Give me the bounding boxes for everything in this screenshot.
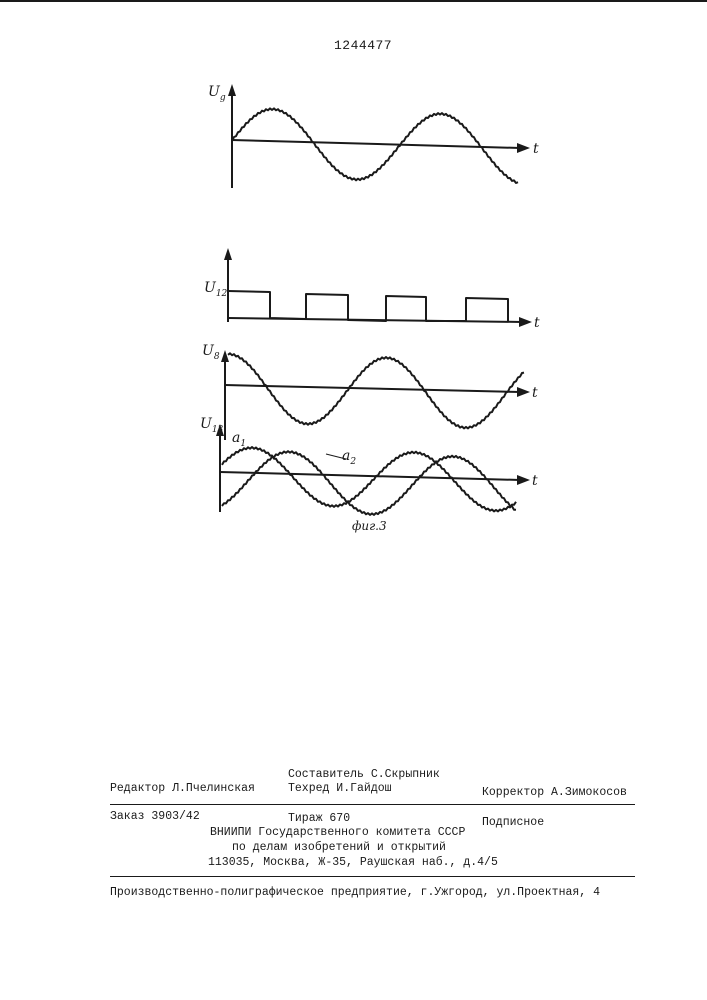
u12-x-arrow <box>519 317 532 327</box>
ug-x-arrow <box>517 143 530 153</box>
a2-waveform <box>222 451 516 515</box>
circulation: Тираж 670 <box>288 812 351 825</box>
u13-label: $U_{13}$ <box>200 416 224 435</box>
u8-y-arrow <box>221 350 229 362</box>
u12-y-arrow <box>224 248 232 260</box>
ug-y-arrow <box>228 84 236 96</box>
org-line-1: ВНИИПИ Государственного комитета СССР <box>210 826 466 839</box>
u13-x-axis <box>220 472 520 480</box>
u8-t-label: t <box>532 385 538 401</box>
order-number: Заказ 3903/42 <box>110 810 200 823</box>
u8-label: $U_8$ <box>202 343 220 362</box>
u13-t-label: t <box>532 473 538 489</box>
plot-u12 <box>204 248 540 331</box>
org-line-2: по делам изобретений и открытий <box>232 841 446 854</box>
divider-1 <box>110 804 635 805</box>
u12-waveform <box>228 291 508 322</box>
divider-2 <box>110 876 635 877</box>
u12-t-label: t <box>534 315 540 331</box>
u13-x-arrow <box>517 475 530 485</box>
figure-caption: фиг.3 <box>352 519 387 533</box>
tech-editor: Техред И.Гайдош <box>288 782 392 795</box>
editor: Редактор Л.Пчелинская <box>110 782 255 795</box>
org-line-3: 113035, Москва, Ж-35, Раушская наб., д.4/5 <box>208 856 498 869</box>
page-number: 1244477 <box>334 38 393 53</box>
ug-t-label: t <box>533 141 539 157</box>
u12-label: $U_{12}$ <box>204 280 228 299</box>
plot-u8 <box>202 343 538 440</box>
printer-line: Производственно-полиграфическое предприятие, г.Ужгород, ул.Проектная, 4 <box>110 886 600 899</box>
proofreader: Корректор А.Зимокосов <box>482 786 627 799</box>
compiler: Составитель С.Скрыпник <box>288 768 440 781</box>
plot-u13 <box>200 416 538 515</box>
ug-label: $U_g$ <box>208 84 226 103</box>
curve-a2-label: $a_2$ <box>342 448 357 467</box>
u8-x-arrow <box>517 387 530 397</box>
ug-waveform <box>232 108 518 183</box>
plot-ug <box>208 84 539 188</box>
subscription: Подписное <box>482 816 545 829</box>
curve-a1-label: $a_1$ <box>232 430 247 449</box>
